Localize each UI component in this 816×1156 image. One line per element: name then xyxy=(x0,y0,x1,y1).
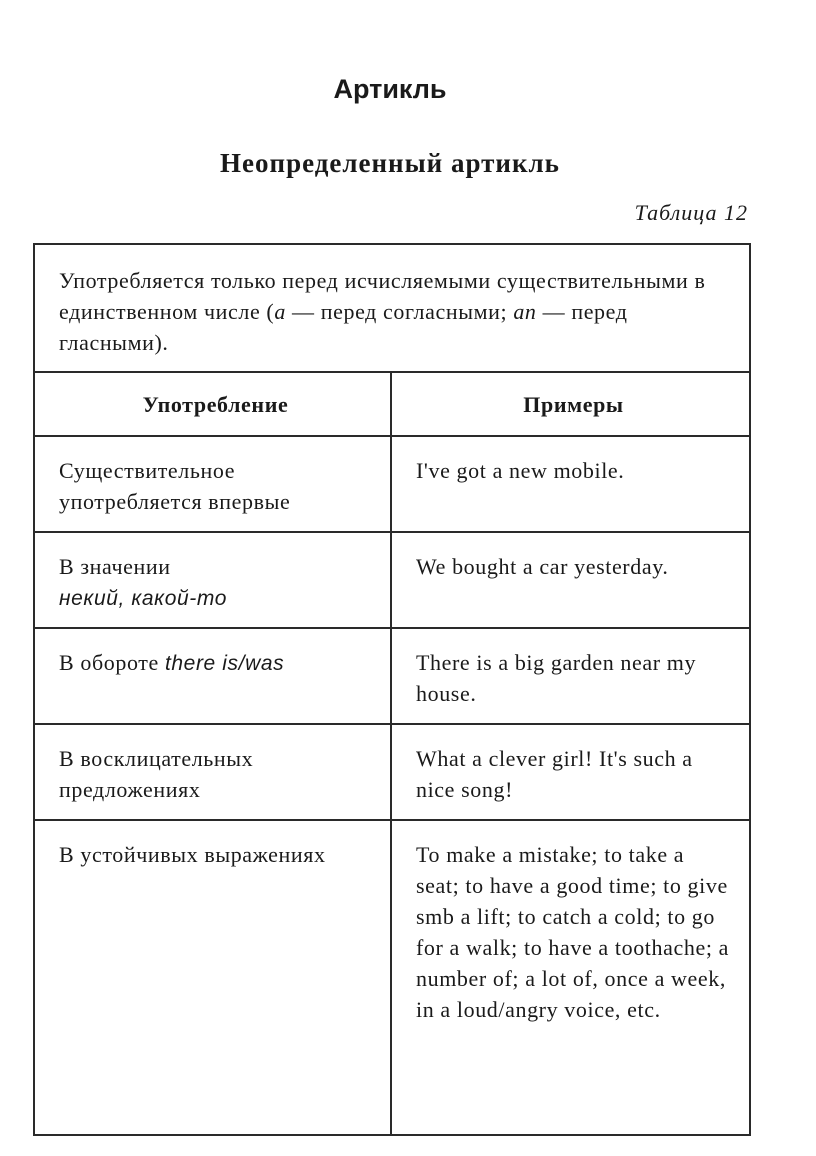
usage-italic-text: there is/was xyxy=(164,652,285,675)
usage-italic-text: некий, какой-то xyxy=(59,587,227,610)
intro-article-a: а xyxy=(274,299,286,324)
usage-text: В обороте xyxy=(59,650,165,675)
section-subtitle: Неопределенный артикль xyxy=(220,148,560,178)
example-cell: To make a mistake; to take a seat; to have a good time; to give smb a lift; to catch a cold; to go for a walk; to have a toothache; a number of; a lot of, once a week, in a loud/angry voice, etc. xyxy=(391,820,750,1135)
article-table xyxy=(33,243,751,1136)
table-row xyxy=(34,628,750,724)
intro-cell xyxy=(34,244,750,372)
table-row xyxy=(34,820,750,1135)
table-row xyxy=(34,724,750,820)
example-cell: We bought a car yesterday. xyxy=(391,532,750,628)
header-examples: Примеры xyxy=(391,372,750,436)
usage-cell xyxy=(34,532,391,628)
example-cell: I've got a new mobile. xyxy=(391,436,750,532)
intro-article-an: an xyxy=(513,299,537,324)
table-row xyxy=(34,532,750,628)
header-usage: Употребление xyxy=(34,372,391,436)
usage-cell: В устойчивых выражениях xyxy=(34,820,391,1135)
intro-text-2: — перед согласными; xyxy=(285,299,514,324)
table-row xyxy=(34,436,750,532)
example-cell: What a clever girl! It's such a nice song! xyxy=(391,724,750,820)
table-label: Таблица 12 xyxy=(634,200,748,225)
usage-cell xyxy=(34,628,391,724)
intro-text-1: Употребляется только перед исчисляемыми существительными в единственном числе ( xyxy=(59,268,706,324)
page-title: Артикль xyxy=(333,74,447,104)
usage-cell: Существительное употребляется впервые xyxy=(34,436,391,532)
usage-cell: В восклицательных предложениях xyxy=(34,724,391,820)
example-cell: There is a big garden near my house. xyxy=(391,628,750,724)
intro-text-3: — перед гласными). xyxy=(59,299,628,355)
usage-text: В значении xyxy=(59,554,171,579)
